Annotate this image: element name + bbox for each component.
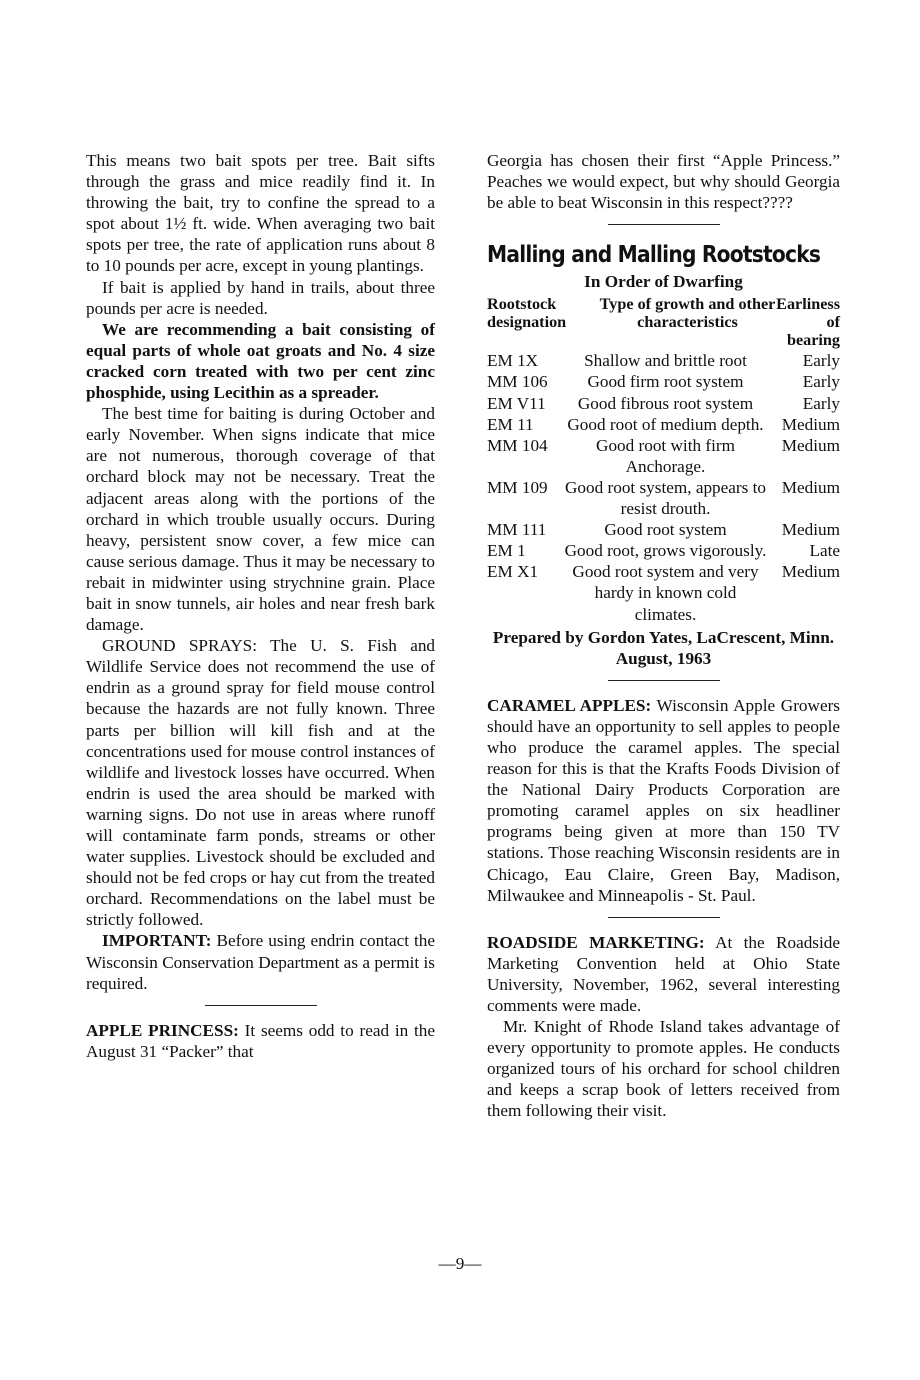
divider [608, 224, 720, 225]
paragraph-bait-spots: This means two bait spots per tree. Bait sifts through the grass and mice readily find it. In throwing the bait, try to confine the spread to a spot about 1½ ft. wide. When averaging two bait spots per tree, the rate of application runs about 8 to 10 pounds per acre, except in young plantings. [86, 151, 435, 276]
cell-growth: Good root with firm Anchorage. [596, 435, 735, 476]
right-column [487, 150, 840, 1122]
roadside-marketing-label: ROADSIDE MARKETING: [487, 932, 705, 952]
header-designation: Rootstock designation [487, 295, 567, 332]
table-row [487, 519, 840, 540]
paragraph-apple-princess [86, 1020, 435, 1062]
cell-bearing: Late [809, 541, 840, 561]
left-column [86, 150, 435, 1062]
header-bearing: Earliness of bearing [776, 295, 840, 350]
paragraph-recommendation: We are recommending a bait consisting of equal parts of whole oat groats and No. 4 size cracked corn treated with two per cent zinc phosphide, using Lecithin as a spreader. [86, 319, 435, 403]
cell-growth: Good root, grows vigorously. [564, 541, 767, 561]
paragraph-baiting-time: The best time for baiting is during October and early November. When signs indicate that mice are not numerous, thorough coverage of that orchard block may not be necessary. Treat the adjacent areas along with the portions of the orchard in which trouble usually occurs. During heavy, persistent snow cover, a few mice can cause serious damage. Thus it may be necessary to rebait in midwinter using strychnine grain. Place bait in snow tunnels, air holes and near fresh bark damage. [86, 404, 435, 635]
cell-growth: Good root system, appears to resist drouth. [565, 477, 766, 519]
cell-bearing: Early [802, 351, 840, 371]
rootstock-title: Malling and Malling Rootstocks [487, 240, 821, 269]
paragraph-roadside-marketing [487, 932, 840, 1016]
cell-designation: EM 1X [487, 351, 539, 371]
table-row [487, 561, 840, 624]
cell-bearing: Medium [781, 520, 840, 540]
cell-bearing: Medium [781, 477, 840, 497]
cell-designation: MM 109 [487, 477, 548, 497]
ground-sprays-text: The U. S. Fish and Wildlife Service does not recommend the use of endrin as a ground spray for field mouse control because the hazards are not fully known. Three parts per billion will kill fish and at the concentrations used for mouse control instances of wildlife and livestock losses have occurred. When endrin is used the area should be marked with warning signs. Do not use in areas where runoff will contaminate farm ponds, streams or other water supplies. Livestock should be excluded and should not be fed crops or hay cut from the treated orchard. Recommendations on the label must be strictly followed. [86, 636, 436, 930]
divider [205, 1005, 317, 1006]
paragraph-georgia: Georgia has chosen their first “Apple Princess.” Peaches we would expect, but why should Georgia be able to beat Wisconsin in this respect???? [487, 151, 840, 213]
caramel-apples-text: Wisconsin Apple Growers should have an opportunity to sell apples to people who produce the caramel apples. The special reason for this is that the Krafts Foods Division of the National Dairy Products Corporation are promoting caramel apples on six headliner programs being given at more than 150 TV stations. Those reaching Wisconsin residents are in Chicago, Eau Claire, Green Bay, Madison, Milwaukee and Minneapolis - St. Paul. [487, 695, 840, 905]
cell-designation: EM X1 [487, 562, 539, 582]
cell-designation: MM 111 [487, 520, 547, 540]
page-number: —9— [438, 1254, 482, 1273]
cell-designation: MM 104 [487, 435, 548, 455]
cell-designation: EM V11 [487, 393, 546, 413]
rootstock-table [487, 350, 840, 624]
rootstock-subtitle: In Order of Dwarfing [584, 272, 743, 292]
paragraph-caramel-apples [487, 695, 840, 906]
cell-growth: Good root system [604, 520, 727, 540]
cell-growth: Good root of medium depth. [567, 414, 764, 434]
caramel-apples-label: CARAMEL APPLES: [487, 695, 652, 715]
cell-bearing: Medium [781, 414, 840, 434]
cell-growth: Good root system and very hardy in known cold climates. [572, 562, 759, 624]
cell-designation: EM 1 [487, 541, 526, 561]
cell-designation: MM 106 [487, 372, 548, 392]
roadside-marketing-text: At the Roadside Marketing Convention held at Ohio State University, November, 1962, several interesting comments were made. [487, 932, 840, 1015]
apple-princess-text: It seems odd to read in the August 31 “Packer” that [86, 1020, 435, 1061]
rootstock-credit: Prepared by Gordon Yates, LaCrescent, Minn. August, 1963 [492, 627, 835, 668]
table-row [487, 350, 840, 371]
ground-sprays-label: GROUND SPRAYS: [102, 636, 258, 656]
rootstock-table-header [487, 295, 840, 349]
cell-growth: Good firm root system [587, 372, 744, 392]
table-row [487, 435, 840, 477]
paragraph-important [86, 930, 435, 993]
important-label: IMPORTANT: [102, 931, 212, 951]
header-growth: Type of growth and other characteristics [599, 295, 776, 332]
table-row [487, 477, 840, 519]
cell-growth: Good fibrous root system [577, 393, 754, 413]
cell-bearing: Medium [781, 562, 840, 582]
cell-bearing: Early [802, 393, 840, 413]
important-text: Before using endrin contact the Wisconsin Conservation Department as a permit is required. [86, 931, 436, 993]
paragraph-ground-sprays [86, 635, 435, 930]
cell-growth: Shallow and brittle root [584, 351, 747, 371]
cell-designation: EM 11 [487, 414, 534, 434]
divider [608, 917, 720, 918]
divider [608, 680, 720, 681]
table-row [487, 393, 840, 414]
cell-bearing: Medium [781, 435, 840, 455]
apple-princess-label: APPLE PRINCESS: [86, 1020, 239, 1040]
table-row [487, 414, 840, 435]
table-row [487, 371, 840, 392]
paragraph-mr-knight: Mr. Knight of Rhode Island takes advantage of every opportunity to promote apples. He conducts organized tours of his orchard for school children and keeps a scrap book of letters received from them following their visit. [487, 1017, 840, 1121]
table-row [487, 540, 840, 561]
paragraph-trails: If bait is applied by hand in trails, about three pounds per acre is needed. [86, 277, 435, 318]
cell-bearing: Early [802, 372, 840, 392]
